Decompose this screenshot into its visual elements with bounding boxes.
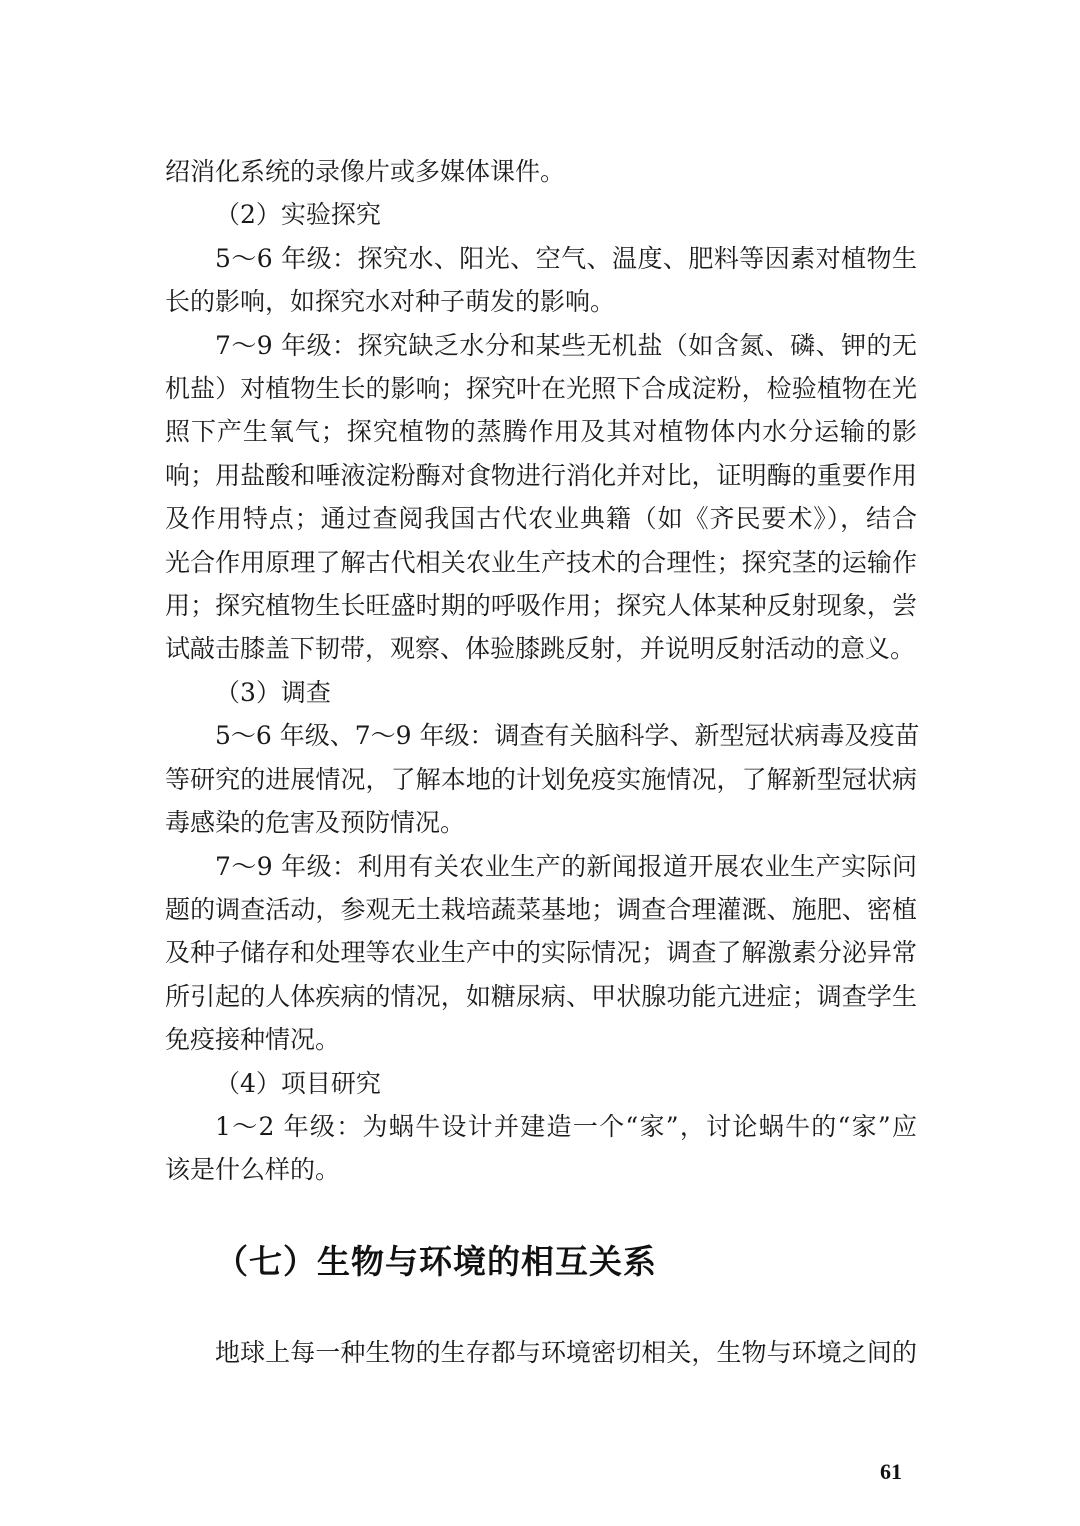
section-heading: （七）生物与环境的相互关系: [215, 1242, 657, 1281]
text-line: 响；用盐酸和唾液淀粉酶对食物进行消化并对比，证明酶的重要作用: [165, 460, 917, 490]
text-line: 及种子储存和处理等农业生产中的实际情况；调查了解激素分泌异常: [165, 938, 917, 968]
text-line: 试敲击膝盖下韧带，观察、体验膝跳反射，并说明反射活动的意义。: [165, 634, 916, 664]
text-line: 该是什么样的。: [165, 1155, 341, 1185]
text-line: 7～9 年级：利用有关农业生产的新闻报道开展农业生产实际问: [215, 851, 917, 881]
text-line: 免疫接种情况。: [165, 1025, 341, 1055]
text-line: 5～6 年级：探究水、阳光、空气、温度、肥料等因素对植物生: [215, 243, 917, 273]
text-line: 1～2 年级：为蜗牛设计并建造一个“家”，讨论蜗牛的“家”应: [215, 1111, 917, 1141]
text-line: 绍消化系统的录像片或多媒体课件。: [165, 157, 566, 186]
text-line: 长的影响，如探究水对种子萌发的影响。: [165, 287, 616, 317]
section-intro-line: 地球上每一种生物的生存都与环境密切相关，生物与环境之间的: [215, 1338, 917, 1367]
text-line: 光合作用原理了解古代相关农业生产技术的合理性；探究茎的运输作: [165, 547, 917, 577]
text-line: 5～6 年级、7～9 年级：调查有关脑科学、新型冠状病毒及疫苗: [215, 721, 920, 751]
text-line: 用；探究植物生长旺盛时期的呼吸作用；探究人体某种反射现象，尝: [165, 591, 917, 621]
text-line: 等研究的进展情况，了解本地的计划免疫实施情况，了解新型冠状病: [165, 764, 917, 794]
text-line: （2）实验探究: [215, 200, 381, 230]
text-line: 7～9 年级：探究缺乏水分和某些无机盐（如含氮、磷、钾的无: [215, 330, 917, 360]
text-line: 毒感染的危害及预防情况。: [165, 808, 466, 838]
page-number: 61: [880, 1459, 902, 1484]
text-line: 题的调查活动，参观无土栽培蔬菜基地；调查合理灌溉、施肥、密植: [165, 894, 917, 924]
text-line: 机盐）对植物生长的影响；探究叶在光照下合成淀粉，检验植物在光: [165, 374, 917, 404]
text-line: （4）项目研究: [215, 1068, 381, 1098]
text-line: （3）调查: [215, 677, 331, 707]
text-line: 所引起的人体疾病的情况，如糖尿病、甲状腺功能亢进症；调查学生: [165, 981, 917, 1011]
section-intro-paragraph: [165, 1331, 917, 1374]
text-line: 及作用特点；通过查阅我国古代农业典籍（如《齐民要术》），结合: [165, 504, 917, 534]
body-text: [165, 150, 920, 1192]
text-line: 照下产生氧气；探究植物的蒸腾作用及其对植物体内水分运输的影: [165, 417, 917, 447]
